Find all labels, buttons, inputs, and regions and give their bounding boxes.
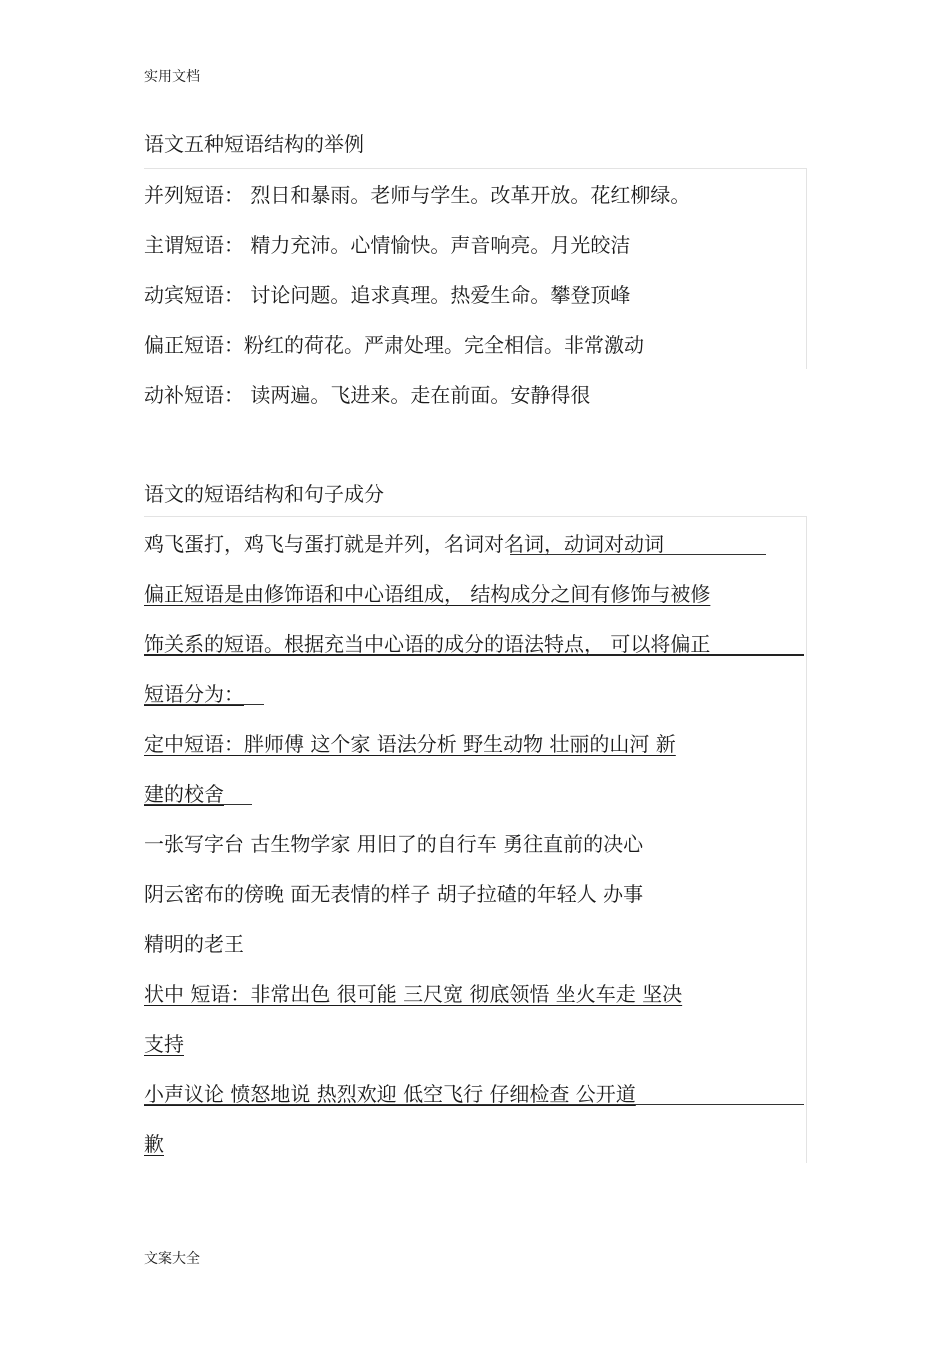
text-line-12: 小声议论 愤怒地说 热烈欢迎 低空飞行 仔细检查 公开道 [144, 1082, 636, 1106]
phrase-row-modifier-head: 偏正短语：粉红的荷花。严肃处理。完全相信。非常激动 [144, 333, 644, 357]
underline-3 [144, 654, 804, 656]
text-line-11: 支持 [144, 1032, 184, 1056]
page-header: 实用文档 [144, 69, 200, 85]
underline-6 [144, 804, 252, 805]
text-line-5: 定中短语：胖师傅 这个家 语法分析 野生动物 壮丽的山河 新 [144, 732, 676, 756]
text-line-9: 精明的老王 [144, 932, 244, 956]
text-line-4: 短语分为： [144, 682, 244, 706]
text-line-1: 鸡飞蛋打，鸡飞与蛋打就是并列，名词对名词，动词对动词 [144, 532, 664, 556]
text-line-7: 一张写字台 古生物学家 用旧了的自行车 勇往直前的决心 [144, 832, 644, 856]
phrase-row-subject-predicate: 主谓短语： 精力充沛。心情愉快。声音响亮。月光皎洁 [144, 233, 631, 257]
text-line-6: 建的校舍 [144, 782, 224, 806]
section1-title: 语文五种短语结构的举例 [144, 132, 364, 156]
text-line-3: 饰关系的短语。根据充当中心语的成分的语法特点， 可以将偏正 [144, 632, 711, 656]
text-line-8: 阴云密布的傍晚 面无表情的样子 胡子拉碴的年轻人 办事 [144, 882, 644, 906]
underline-1 [510, 554, 766, 555]
phrase-row-verb-complement: 动补短语： 读两遍。飞进来。走在前面。安静得很 [144, 383, 591, 407]
text-line-13: 歉 [144, 1132, 164, 1156]
text-line-2: 偏正短语是由修饰语和中心语组成， 结构成分之间有修饰与被修 [144, 582, 711, 606]
phrase-row-verb-object: 动宾短语： 讨论问题。追求真理。热爱生命。攀登顶峰 [144, 283, 631, 307]
underline-4 [144, 704, 264, 705]
text-line-10: 状中 短语：非常出色 很可能 三尺宽 彻底领悟 坐火车走 坚决 [144, 982, 683, 1006]
phrase-row-coordinate: 并列短语： 烈日和暴雨。老师与学生。改革开放。花红柳绿。 [144, 183, 691, 207]
page-footer: 文案大全 [144, 1251, 200, 1267]
section2-title: 语文的短语结构和句子成分 [144, 482, 384, 506]
underline-12 [144, 1104, 804, 1105]
